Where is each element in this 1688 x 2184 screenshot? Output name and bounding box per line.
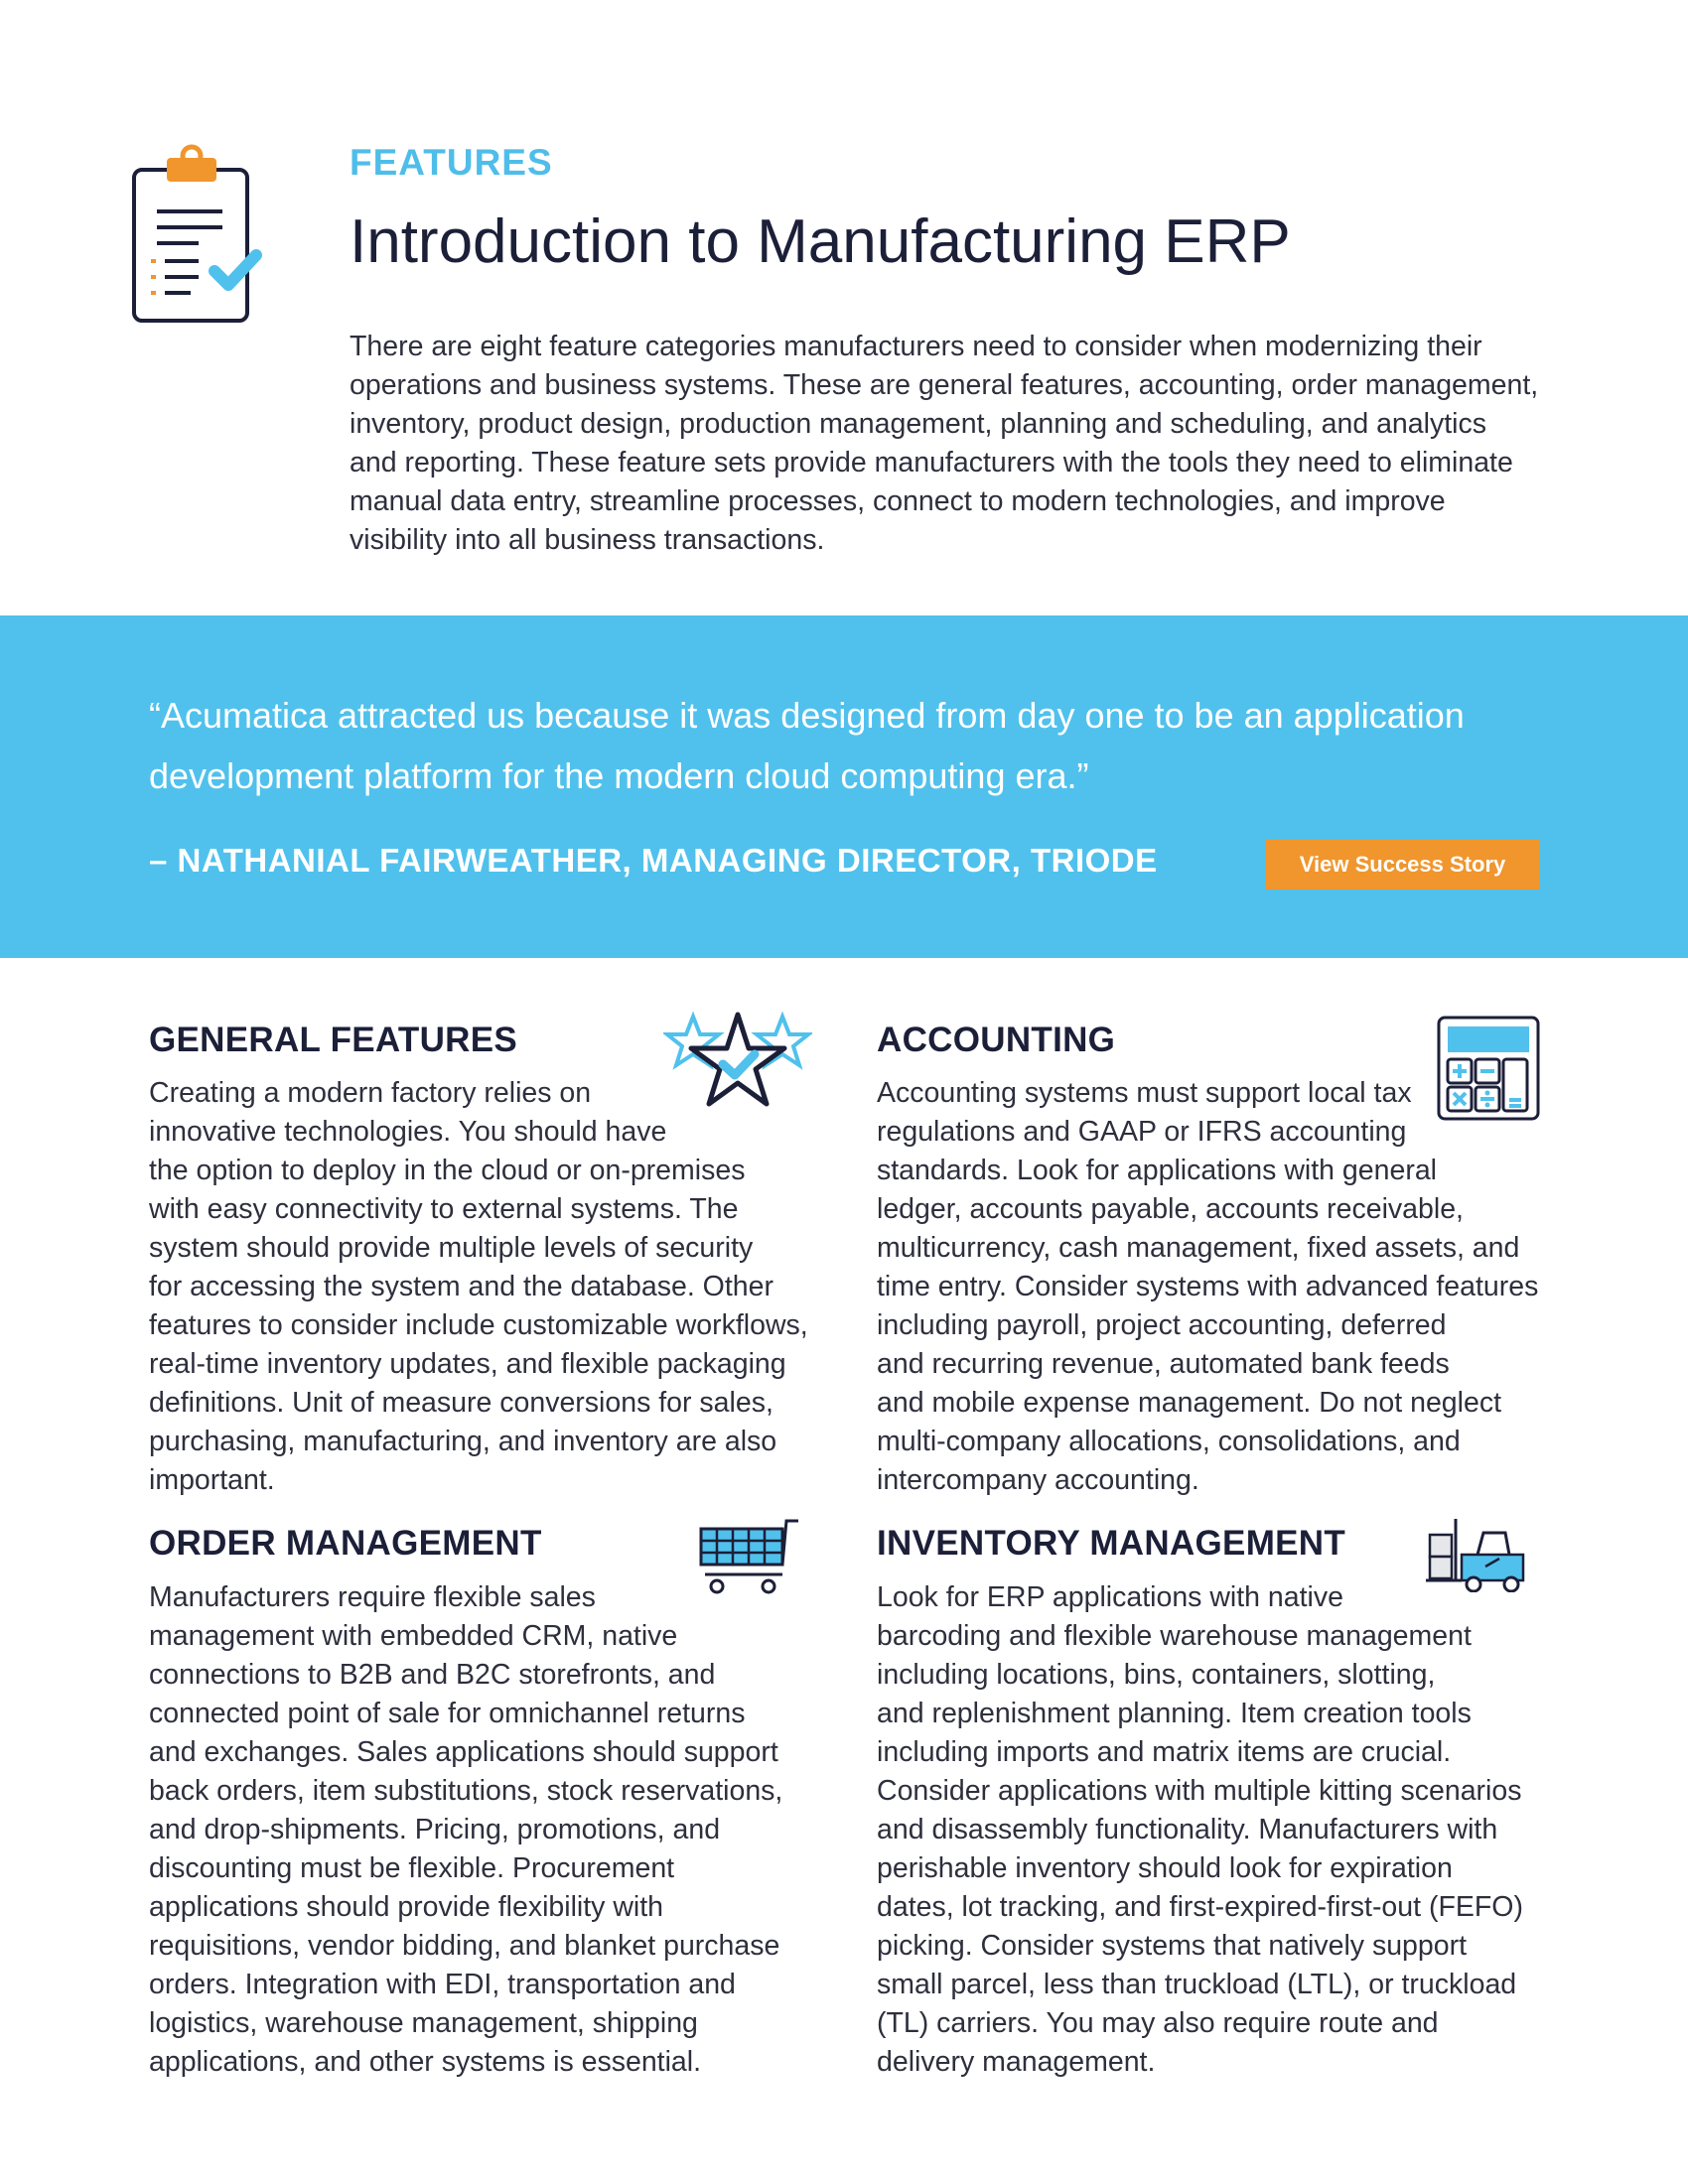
intro-line: manual data entry, streamline processes, connect to modern technologies, and improve [350,485,1446,517]
quote-line: “Acumatica attracted us because it was designed from day one to be an application [149,695,1465,736]
inventory-text-line: picking. Consider systems that natively support [877,1930,1468,1962]
section-text-inventory [877,1578,1562,2082]
inventory-text-line: and replenishment planning. Item creation tools [877,1698,1472,1729]
order-text-line: and exchanges. Sales applications should support [149,1736,778,1768]
order-text-line: and drop-shipments. Pricing, promotions, and [149,1814,721,1845]
general-text-line: with easy connectivity to external systems. The [149,1193,739,1225]
inventory-text-line: including locations, bins, containers, slotting, [877,1659,1436,1691]
inventory-text-line: Look for ERP applications with native [877,1581,1343,1613]
order-text-line: orders. Integration with EDI, transportation and [149,1969,736,2000]
order-text-line: Manufacturers require flexible sales [149,1581,596,1613]
intro-line: and reporting. These feature sets provide manufacturers with the tools they need to eliminate [350,447,1513,478]
general-text-line: definitions. Unit of measure conversions for sales, [149,1387,774,1419]
order-text-line: logistics, warehouse management, shipping [149,2007,698,2039]
section-heading-order: ORDER MANAGEMENT [149,1524,542,1563]
inventory-text-line: Consider applications with multiple kitting scenarios [877,1775,1522,1807]
order-text-line: applications should provide flexibility with [149,1891,664,1923]
order-text-line: applications, and other systems is essential. [149,2046,702,2078]
order-text-line: connected point of sale for omnichannel returns [149,1698,746,1729]
section-text-order [149,1578,834,2082]
accounting-text-line: intercompany accounting. [877,1464,1199,1496]
accounting-text-line: standards. Look for applications with general [877,1155,1438,1186]
eyebrow-label: FEATURES [350,142,553,183]
accounting-text-line: including payroll, project accounting, deferred [877,1309,1447,1341]
intro-line: visibility into all business transactions. [350,524,825,556]
order-text-line: back orders, item substitutions, stock reservations, [149,1775,783,1807]
view-success-story-button[interactable]: View Success Story [1266,840,1539,889]
accounting-text-line: and recurring revenue, automated bank feeds [877,1348,1450,1380]
inventory-text-line: barcoding and flexible warehouse management [877,1620,1472,1652]
order-text-line: management with embedded CRM, native [149,1620,678,1652]
inventory-text-line: perishable inventory should look for expiration [877,1852,1453,1884]
clipboard-check-icon [129,144,268,333]
general-text-line: the option to deploy in the cloud or on-premises [149,1155,746,1186]
general-text-line: features to consider include customizable workflows, [149,1309,808,1341]
general-text-line: important. [149,1464,275,1496]
general-text-line: real-time inventory updates, and flexible packaging [149,1348,786,1380]
accounting-text-line: Accounting systems must support local tax [877,1077,1412,1109]
order-text-line: connections to B2B and B2C storefronts, and [149,1659,716,1691]
accounting-text-line: regulations and GAAP or IFRS accounting [877,1116,1407,1148]
general-text-line: innovative technologies. You should have [149,1116,667,1148]
intro-line: inventory, product design, production management, planning and scheduling, and analytics [350,408,1486,440]
accounting-text-line: multicurrency, cash management, fixed assets, and [877,1232,1520,1264]
inventory-text-line: and disassembly functionality. Manufacturers with [877,1814,1498,1845]
section-heading-accounting: ACCOUNTING [877,1021,1116,1059]
intro-line: operations and business systems. These are general features, accounting, order management, [350,369,1539,401]
quote-attribution: – NATHANIAL FAIRWEATHER, MANAGING DIRECTOR, TRIODE [149,842,1158,879]
inventory-text-line: delivery management. [877,2046,1156,2078]
section-text-general [149,1074,834,1500]
intro-paragraph [350,328,1541,560]
testimonial-quote [149,685,1559,806]
general-text-line: system should provide multiple levels of security [149,1232,754,1264]
accounting-text-line: and mobile expense management. Do not neglect [877,1387,1501,1419]
section-heading-inventory: INVENTORY MANAGEMENT [877,1524,1346,1563]
section-heading-general: GENERAL FEATURES [149,1021,518,1059]
inventory-text-line: including imports and matrix items are crucial. [877,1736,1452,1768]
inventory-text-line: dates, lot tracking, and first-expired-first-out (FEFO) [877,1891,1523,1923]
accounting-text-line: time entry. Consider systems with advanced features [877,1271,1539,1302]
general-text-line: Creating a modern factory relies on [149,1077,592,1109]
general-text-line: for accessing the system and the database. Other [149,1271,774,1302]
section-text-accounting [877,1074,1562,1500]
accounting-text-line: multi-company allocations, consolidations, and [877,1426,1461,1457]
order-text-line: requisitions, vendor bidding, and blanket purchase [149,1930,780,1962]
quote-line: development platform for the modern cloud computing era.” [149,755,1089,796]
inventory-text-line: small parcel, less than truckload (LTL), or truckload [877,1969,1517,2000]
intro-line: There are eight feature categories manufacturers need to consider when modernizing their [350,331,1482,362]
accounting-text-line: ledger, accounts payable, accounts receivable, [877,1193,1464,1225]
page-title: Introduction to Manufacturing ERP [350,207,1291,276]
inventory-text-line: (TL) carriers. You may also require route and [877,2007,1439,2039]
order-text-line: discounting must be flexible. Procurement [149,1852,675,1884]
general-text-line: purchasing, manufacturing, and inventory are also [149,1426,777,1457]
